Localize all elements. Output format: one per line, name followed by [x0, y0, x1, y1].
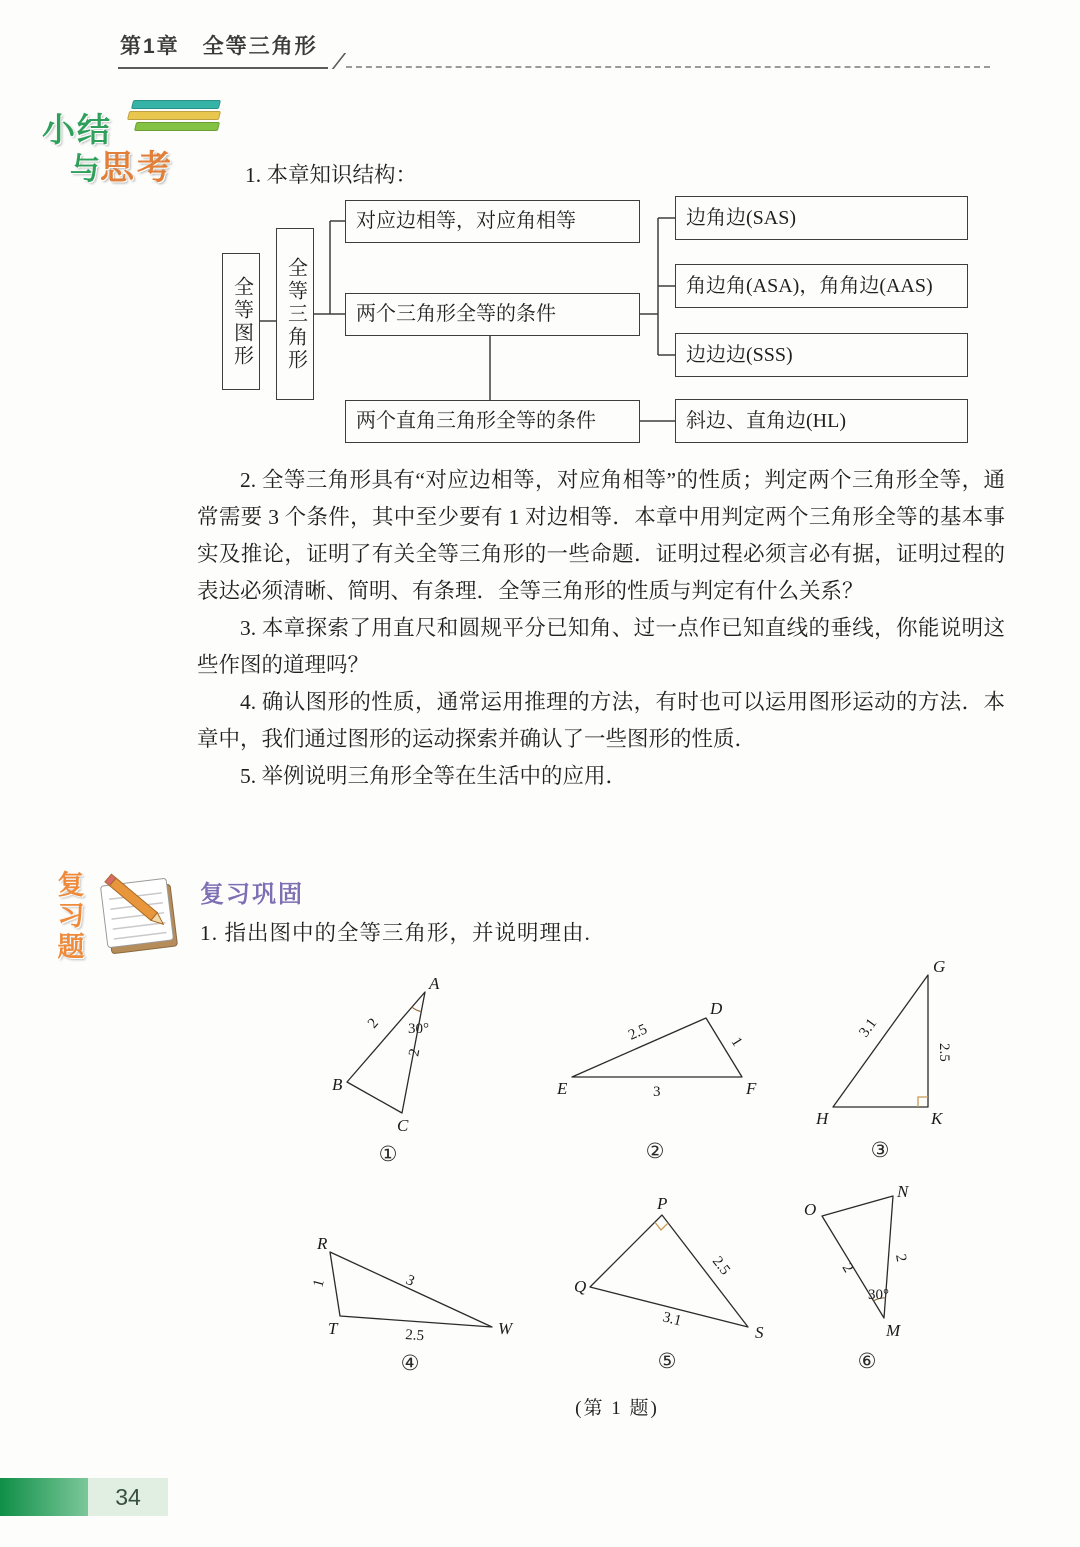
- header-divider: [346, 66, 990, 68]
- vertex-o: O: [804, 1200, 817, 1219]
- chapter-header: [118, 30, 990, 69]
- book-bar-teal: [131, 100, 221, 109]
- page-footer: [0, 1478, 168, 1516]
- flow-box-sas: 边角边(SAS): [675, 196, 968, 240]
- figure-number-6: ⑥: [857, 1349, 877, 1373]
- vertex-h: H: [816, 1109, 829, 1128]
- figure-triangle-abc: [320, 975, 480, 1180]
- vertex-e: E: [557, 1079, 568, 1098]
- figure-number-1: ①: [378, 1142, 398, 1166]
- knowledge-structure-title: 1. 本章知识结构：: [245, 163, 418, 187]
- vertex-m: M: [886, 1321, 901, 1340]
- vertex-d: D: [710, 999, 723, 1018]
- flow-box-congruence-conditions: 两个三角形全等的条件: [345, 293, 640, 336]
- flow-box-sss: 边边边(SSS): [675, 333, 968, 377]
- side-qs-length: 3.1: [661, 1309, 684, 1330]
- review-badge-char-1: 复: [57, 870, 85, 900]
- side-ab-length: 2: [364, 1015, 382, 1032]
- side-nm-length: 2: [892, 1252, 910, 1264]
- knowledge-flowchart: [200, 190, 990, 458]
- figure-triangle-ghk: [810, 958, 990, 1168]
- summary-badge-yu: 与: [70, 153, 100, 186]
- review-badge-char-2: 习: [57, 901, 85, 931]
- vertex-w: W: [498, 1319, 513, 1338]
- side-rw-length: 3: [403, 1272, 417, 1290]
- question-1-text: 1. 指出图中的全等三角形，并说明理由.: [200, 921, 591, 945]
- side-ac-length: 2: [406, 1047, 424, 1058]
- paragraph-4: 4. 确认图形的性质，通常运用推理的方法，有时也可以运用图形运动的方法．本章中，我们通过图形的运动探索并确认了一些图形的性质．: [197, 690, 1005, 751]
- side-tw-length: 2.5: [404, 1327, 425, 1345]
- vertex-n: N: [897, 1182, 909, 1201]
- side-om-length: 2: [838, 1260, 857, 1276]
- book-bar-green: [134, 122, 220, 131]
- figure-triangle-rtw: [295, 1235, 525, 1385]
- vertex-k: K: [931, 1109, 943, 1128]
- flow-box-corresponding-equal: 对应边相等，对应角相等: [345, 200, 640, 243]
- angle-a-measure: 30°: [408, 1021, 429, 1037]
- vertex-q: Q: [574, 1277, 587, 1296]
- review-badge-text: [54, 870, 88, 963]
- vertex-f: F: [746, 1079, 757, 1098]
- flow-box-congruent-figures: 全等图形: [222, 253, 260, 390]
- vertex-r: R: [317, 1234, 328, 1253]
- side-hg-length: 3.1: [856, 1015, 881, 1041]
- summary-badge-sikao: 思考: [100, 149, 174, 187]
- summary-badge-title: 小结: [42, 111, 112, 148]
- book-stack-icon: [132, 100, 224, 133]
- chapter-title: 第1章 全等三角形: [118, 30, 328, 69]
- vertex-c: C: [397, 1116, 409, 1135]
- right-angle-mark-p: [655, 1222, 668, 1230]
- figure-triangle-pqs: [560, 1195, 780, 1380]
- side-df-length: 1: [727, 1034, 746, 1050]
- figure-number-2: ②: [645, 1139, 665, 1163]
- right-angle-mark-k: [918, 1097, 928, 1107]
- figure-number-3: ③: [870, 1138, 890, 1162]
- paragraph-2: 2. 全等三角形具有“对应边相等，对应角相等”的性质；判定两个三角形全等，通常需要 3 个条件，其中至少要有 1 对边相等．本章中用判定两个三角形全等的基本事实及推论，证明了有关全等三角形的一些命题．证明过程必须言必有据，证明过程的表达必须清晰、简明、有条理．全等三角形的性质与判定有什么关系？: [197, 468, 1005, 603]
- vertex-b: B: [332, 1075, 343, 1094]
- figure-number-4: ④: [400, 1351, 420, 1375]
- side-rt-length: 1: [310, 1277, 328, 1290]
- figure-triangle-onm: [790, 1182, 960, 1385]
- flow-box-hl: 斜边、直角边(HL): [675, 399, 968, 443]
- vertex-g: G: [933, 957, 946, 976]
- vertex-a: A: [429, 974, 440, 993]
- vertex-t: T: [328, 1319, 338, 1338]
- triangle-def: [572, 1018, 742, 1077]
- summary-paragraphs: [197, 462, 1005, 795]
- angle-arc-a: [412, 1007, 421, 1012]
- summary-badge-subtitle: [70, 140, 174, 189]
- side-ed-length: 2.5: [626, 1021, 650, 1044]
- page-number: 34: [88, 1478, 168, 1516]
- review-section-heading: 复习巩固: [200, 881, 304, 908]
- triangle-rtw: [330, 1252, 492, 1327]
- notebook-pencil-icon: [86, 868, 206, 973]
- vertex-p: P: [657, 1194, 668, 1213]
- review-badge-char-3: 题: [57, 932, 85, 962]
- flow-box-congruent-triangles: 全等三角形: [276, 228, 314, 400]
- side-gk-length: 2.5: [936, 1043, 952, 1062]
- vertex-s: S: [755, 1323, 764, 1342]
- footer-green-bar: [0, 1478, 88, 1516]
- review-exercises-badge: [52, 868, 202, 978]
- angle-m-measure: 30°: [868, 1287, 889, 1303]
- summary-badge: [40, 96, 210, 191]
- paragraph-5: 5. 举例说明三角形全等在生活中的应用．: [240, 764, 628, 788]
- flow-box-asa-aas: 角边角(ASA)，角角边(AAS): [675, 264, 968, 308]
- triangle-ghk: [833, 975, 928, 1107]
- figure-caption: (第 1 题): [575, 1398, 659, 1419]
- side-ef-length: 3: [653, 1084, 661, 1100]
- figure-triangle-def: [555, 1000, 775, 1170]
- book-bar-yellow: [127, 111, 221, 120]
- side-ps-length: 2.5: [708, 1253, 733, 1279]
- flow-box-right-triangle-conditions: 两个直角三角形全等的条件: [345, 400, 640, 443]
- paragraph-3: 3. 本章探索了用直尺和圆规平分已知角、过一点作已知直线的垂线，你能说明这些作图的道理吗？: [197, 616, 1005, 677]
- figure-number-5: ⑤: [657, 1349, 677, 1373]
